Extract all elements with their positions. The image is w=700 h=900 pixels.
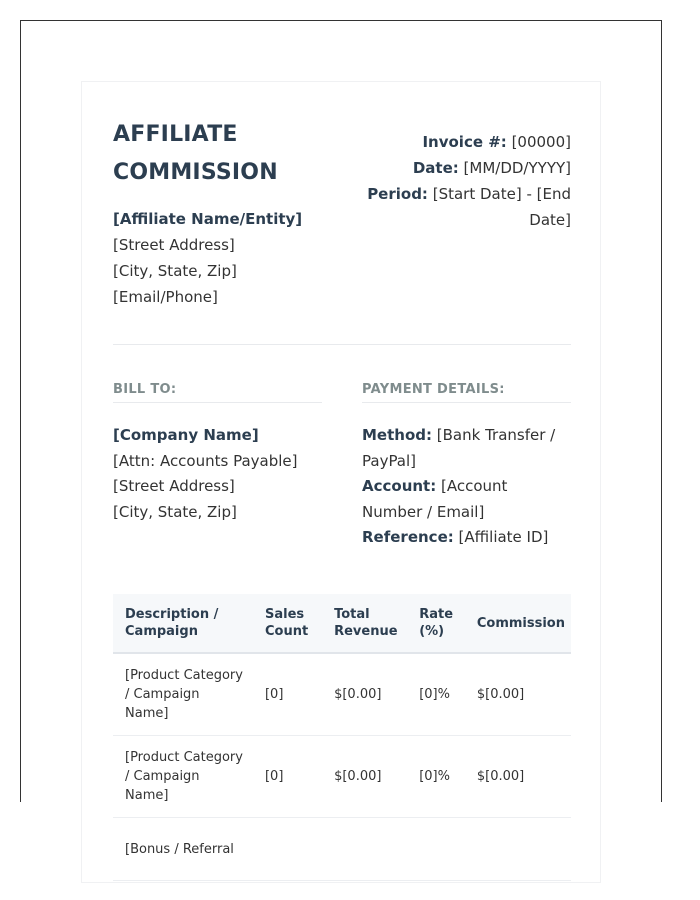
invoice-number-value: [00000] bbox=[511, 133, 571, 151]
bill-to-heading: BILL TO: bbox=[113, 382, 322, 403]
cell-commission: $[0.00] bbox=[465, 736, 571, 818]
payment-reference-line bbox=[362, 525, 571, 551]
column-header-rate: Rate (%) bbox=[407, 594, 465, 653]
page-frame bbox=[20, 20, 662, 857]
bill-to-attn: [Attn: Accounts Payable] bbox=[113, 451, 298, 470]
cell-description: [Product Category / Campaign Name] bbox=[113, 736, 253, 818]
column-header-commission: Commission bbox=[465, 594, 571, 653]
invoice-meta bbox=[351, 129, 571, 233]
column-header-sales-count: Sales Count bbox=[253, 594, 322, 653]
cell-sales-count: [0] bbox=[253, 736, 322, 818]
payment-method-line bbox=[362, 423, 571, 474]
cell-sales-count: [0] bbox=[253, 653, 322, 736]
affiliate-city: [City, State, Zip] bbox=[113, 262, 237, 280]
payment-details-heading: PAYMENT DETAILS: bbox=[362, 382, 571, 403]
affiliate-contact: [Email/Phone] bbox=[113, 288, 218, 306]
payment-details bbox=[362, 423, 571, 551]
table-header-row bbox=[113, 594, 571, 653]
payment-reference-value: [Affiliate ID] bbox=[458, 528, 549, 546]
cell-rate: [0]% bbox=[407, 736, 465, 818]
cell-total-revenue: $[0.00] bbox=[322, 736, 407, 818]
payment-method-label: Method: bbox=[362, 426, 432, 444]
header-divider bbox=[113, 344, 571, 345]
bill-to-street: [Street Address] bbox=[113, 477, 235, 495]
bill-to-section bbox=[113, 382, 322, 525]
commission-table bbox=[113, 594, 571, 881]
invoice-number-line bbox=[351, 129, 571, 155]
invoice-date-line bbox=[351, 155, 571, 181]
affiliate-name: [Affiliate Name/Entity] bbox=[113, 210, 303, 228]
cell-total-revenue: $[0.00] bbox=[322, 653, 407, 736]
payment-method-value: [Bank Transfer / PayPal] bbox=[362, 426, 556, 470]
payment-account-line bbox=[362, 474, 571, 525]
cell-commission bbox=[465, 818, 571, 881]
invoice-date-value: [MM/DD/YYYY] bbox=[463, 159, 571, 177]
payment-reference-label: Reference: bbox=[362, 528, 454, 546]
cell-sales-count bbox=[253, 818, 322, 881]
cell-total-revenue bbox=[322, 818, 407, 881]
bill-to-city: [City, State, Zip] bbox=[113, 502, 237, 521]
bill-to-company: [Company Name] bbox=[113, 426, 259, 444]
table-row bbox=[113, 653, 571, 736]
table-row bbox=[113, 736, 571, 818]
payment-account-label: Account: bbox=[362, 477, 437, 495]
invoice-date-label: Date: bbox=[412, 159, 459, 177]
cell-rate bbox=[407, 818, 465, 881]
invoice-period-value: [Start Date] - [End Date] bbox=[432, 185, 571, 229]
affiliate-details bbox=[113, 206, 302, 310]
document-title: AFFILIATE COMMISSION bbox=[113, 122, 278, 185]
column-header-description: Description / Campaign bbox=[113, 594, 253, 653]
commission-table-wrapper bbox=[113, 594, 571, 881]
cell-description: [Bonus / Referral bbox=[113, 818, 253, 881]
bill-to-details bbox=[113, 423, 322, 525]
cell-rate: [0]% bbox=[407, 653, 465, 736]
cell-description: [Product Category / Campaign Name] bbox=[113, 653, 253, 736]
affiliate-street: [Street Address] bbox=[113, 236, 235, 254]
invoice-sheet bbox=[81, 81, 601, 883]
invoice-period-label: Period: bbox=[367, 185, 428, 203]
column-header-total-revenue: Total Revenue bbox=[322, 594, 407, 653]
payment-details-section bbox=[362, 382, 571, 551]
invoice-period-line bbox=[351, 181, 571, 233]
payment-account-value: [Account Number / Email] bbox=[362, 477, 508, 521]
table-row bbox=[113, 818, 571, 881]
cell-commission: $[0.00] bbox=[465, 653, 571, 736]
invoice-number-label: Invoice #: bbox=[422, 133, 507, 151]
